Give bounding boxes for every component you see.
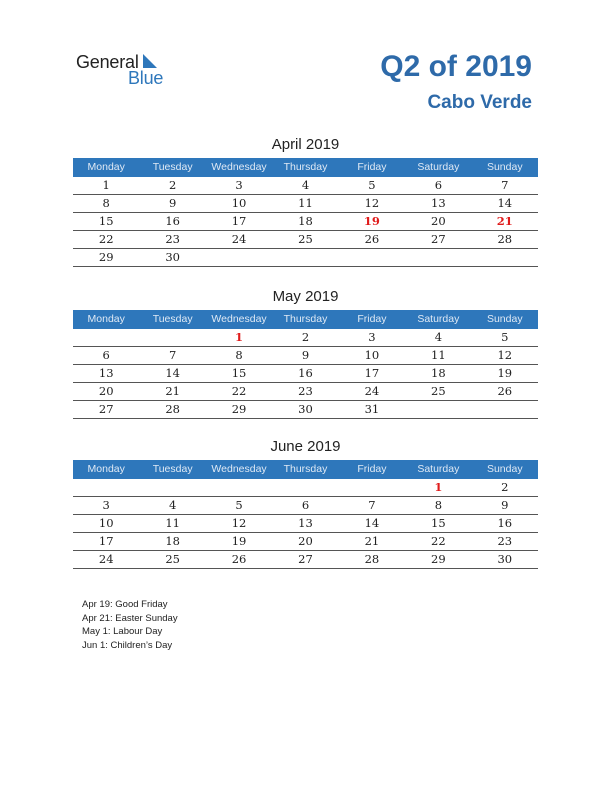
week-row bbox=[73, 401, 538, 419]
week-row bbox=[73, 195, 538, 213]
day-cell: 1 bbox=[235, 330, 244, 344]
day-cell: 28 bbox=[165, 402, 180, 416]
day-cell: 26 bbox=[497, 384, 513, 398]
day-cell: 11 bbox=[165, 516, 180, 530]
weekday-header bbox=[73, 460, 538, 479]
weekday-label: Monday bbox=[87, 313, 125, 325]
day-cell: 14 bbox=[165, 366, 180, 380]
day-cell bbox=[139, 329, 205, 346]
day-cell: 7 bbox=[501, 178, 509, 192]
day-cell: 12 bbox=[497, 348, 513, 362]
day-cell bbox=[272, 479, 338, 496]
country-name: Cabo Verde bbox=[427, 92, 532, 113]
day-cell: 6 bbox=[102, 348, 110, 362]
day-cell: 8 bbox=[102, 196, 110, 210]
day-cell: 9 bbox=[501, 498, 509, 512]
day-cell: 13 bbox=[98, 366, 114, 380]
day-cell: 28 bbox=[497, 232, 513, 246]
day-cell: 11 bbox=[298, 196, 313, 210]
day-cell: 18 bbox=[431, 366, 446, 380]
day-cell: 10 bbox=[364, 348, 380, 362]
day-cell: 17 bbox=[364, 366, 380, 380]
day-cell: 31 bbox=[364, 402, 380, 416]
day-cell: 9 bbox=[168, 196, 177, 210]
week-row bbox=[73, 177, 538, 195]
day-cell: 29 bbox=[431, 552, 446, 566]
day-cell: 8 bbox=[235, 348, 243, 362]
day-cell: 26 bbox=[364, 232, 380, 246]
day-cell: 10 bbox=[98, 516, 114, 530]
day-cell: 29 bbox=[98, 250, 114, 264]
holiday-note: Apr 21: Easter Sunday bbox=[82, 612, 178, 624]
month-calendar bbox=[73, 288, 538, 419]
day-cell bbox=[272, 249, 338, 266]
day-cell: 3 bbox=[235, 178, 243, 192]
page-title: Q2 of 2019 bbox=[380, 50, 532, 83]
weekday-label: Thursday bbox=[283, 313, 328, 325]
day-cell bbox=[206, 479, 272, 496]
day-cell: 30 bbox=[165, 250, 180, 264]
day-cell: 13 bbox=[298, 516, 313, 530]
day-cell: 17 bbox=[98, 534, 114, 548]
week-row bbox=[73, 551, 538, 569]
day-cell: 13 bbox=[431, 196, 446, 210]
day-cell bbox=[73, 329, 139, 346]
weekday-label: Wednesday bbox=[211, 313, 267, 325]
day-cell: 23 bbox=[298, 384, 313, 398]
day-cell: 25 bbox=[298, 232, 313, 246]
day-cell: 18 bbox=[298, 214, 313, 228]
day-cell: 23 bbox=[165, 232, 180, 246]
day-cell: 15 bbox=[231, 366, 247, 380]
day-cell: 14 bbox=[497, 196, 513, 210]
day-cell: 25 bbox=[431, 384, 446, 398]
day-cell: 27 bbox=[298, 552, 313, 566]
weekday-label: Thursday bbox=[283, 161, 328, 173]
day-cell: 16 bbox=[497, 516, 513, 530]
day-cell bbox=[339, 479, 405, 496]
weekday-label: Thursday bbox=[283, 463, 328, 475]
weekday-header bbox=[73, 310, 538, 329]
day-cell: 20 bbox=[98, 384, 114, 398]
day-cell: 2 bbox=[301, 330, 310, 344]
day-cell: 4 bbox=[301, 178, 310, 192]
day-cell bbox=[405, 249, 471, 266]
logo-text-blue: Blue bbox=[128, 68, 164, 88]
day-cell: 14 bbox=[364, 516, 380, 530]
day-cell: 5 bbox=[501, 330, 509, 344]
day-cell bbox=[73, 479, 139, 496]
day-cell: 24 bbox=[98, 552, 114, 566]
holiday-note: May 1: Labour Day bbox=[82, 626, 163, 638]
weekday-label: Friday bbox=[357, 161, 387, 173]
weekday-label: Saturday bbox=[417, 313, 460, 325]
weekday-label: Monday bbox=[87, 463, 125, 475]
logo-triangle-icon bbox=[143, 54, 157, 68]
weekday-label: Tuesday bbox=[152, 161, 193, 173]
weekday-label: Friday bbox=[357, 463, 387, 475]
day-cell bbox=[139, 479, 205, 496]
day-cell bbox=[339, 249, 405, 266]
month-calendar bbox=[73, 438, 538, 569]
day-cell: 6 bbox=[301, 498, 310, 512]
day-cell: 30 bbox=[497, 552, 513, 566]
day-cell: 15 bbox=[98, 214, 114, 228]
day-cell bbox=[206, 249, 272, 266]
day-cell: 28 bbox=[364, 552, 380, 566]
day-cell: 12 bbox=[231, 516, 247, 530]
day-cell: 12 bbox=[364, 196, 380, 210]
month-title: June 2019 bbox=[270, 438, 341, 455]
day-cell: 22 bbox=[98, 232, 114, 246]
day-cell: 16 bbox=[298, 366, 313, 380]
day-cell: 7 bbox=[168, 348, 177, 362]
day-cell: 5 bbox=[368, 178, 376, 192]
week-row bbox=[73, 329, 538, 347]
day-cell: 3 bbox=[368, 330, 376, 344]
day-cell: 4 bbox=[434, 330, 443, 344]
day-cell: 22 bbox=[231, 384, 247, 398]
week-row bbox=[73, 383, 538, 401]
week-row bbox=[73, 347, 538, 365]
weekday-label: Friday bbox=[357, 313, 387, 325]
weekday-label: Sunday bbox=[486, 161, 523, 173]
week-row bbox=[73, 365, 538, 383]
day-cell: 17 bbox=[231, 214, 247, 228]
day-cell: 24 bbox=[231, 232, 247, 246]
day-cell: 21 bbox=[165, 384, 180, 398]
weekday-label: Wednesday bbox=[211, 161, 267, 173]
day-cell: 19 bbox=[363, 214, 380, 228]
day-cell: 27 bbox=[431, 232, 446, 246]
brand-logo bbox=[76, 52, 186, 92]
day-cell: 20 bbox=[431, 214, 446, 228]
weekday-label: Sunday bbox=[486, 463, 523, 475]
day-cell: 18 bbox=[165, 534, 180, 548]
week-row bbox=[73, 213, 538, 231]
day-cell: 22 bbox=[431, 534, 446, 548]
day-cell: 7 bbox=[368, 498, 376, 512]
day-cell: 21 bbox=[496, 214, 513, 228]
week-row bbox=[73, 533, 538, 551]
day-cell: 1 bbox=[434, 480, 443, 494]
day-cell: 19 bbox=[497, 366, 513, 380]
weekday-label: Monday bbox=[87, 161, 125, 173]
week-row bbox=[73, 231, 538, 249]
week-row bbox=[73, 249, 538, 267]
day-cell: 15 bbox=[431, 516, 446, 530]
day-cell: 25 bbox=[165, 552, 180, 566]
day-cell: 9 bbox=[301, 348, 310, 362]
day-cell: 23 bbox=[497, 534, 513, 548]
weekday-header bbox=[73, 158, 538, 177]
weekday-label: Saturday bbox=[417, 161, 460, 173]
day-cell: 1 bbox=[102, 178, 110, 192]
day-cell: 21 bbox=[364, 534, 380, 548]
logo-text-general: General bbox=[76, 52, 139, 72]
day-cell: 6 bbox=[434, 178, 443, 192]
weekday-label: Sunday bbox=[486, 313, 523, 325]
day-cell: 24 bbox=[364, 384, 380, 398]
weekday-label: Tuesday bbox=[152, 463, 193, 475]
day-cell: 5 bbox=[235, 498, 243, 512]
week-row bbox=[73, 497, 538, 515]
day-cell: 2 bbox=[501, 480, 509, 494]
holiday-note: Jun 1: Children’s Day bbox=[82, 639, 173, 651]
day-cell bbox=[472, 401, 538, 418]
holiday-note: Apr 19: Good Friday bbox=[82, 599, 168, 610]
day-cell: 16 bbox=[165, 214, 180, 228]
day-cell: 4 bbox=[168, 498, 177, 512]
day-cell: 8 bbox=[434, 498, 443, 512]
weekday-label: Wednesday bbox=[211, 463, 267, 475]
weekday-label: Tuesday bbox=[152, 313, 193, 325]
holiday-notes bbox=[82, 598, 178, 652]
weekday-label: Saturday bbox=[417, 463, 460, 475]
day-cell: 20 bbox=[298, 534, 313, 548]
month-title: May 2019 bbox=[272, 288, 339, 305]
week-row bbox=[73, 479, 538, 497]
day-cell bbox=[472, 249, 538, 266]
day-cell: 30 bbox=[298, 402, 313, 416]
day-cell: 3 bbox=[102, 498, 110, 512]
week-row bbox=[73, 515, 538, 533]
day-cell: 11 bbox=[431, 348, 446, 362]
day-cell: 27 bbox=[98, 402, 114, 416]
day-cell: 2 bbox=[168, 178, 177, 192]
month-title: April 2019 bbox=[271, 136, 340, 153]
day-cell: 26 bbox=[231, 552, 247, 566]
day-cell: 10 bbox=[231, 196, 247, 210]
month-calendar bbox=[73, 136, 538, 267]
day-cell: 19 bbox=[231, 534, 247, 548]
day-cell: 29 bbox=[231, 402, 247, 416]
day-cell bbox=[405, 401, 471, 418]
